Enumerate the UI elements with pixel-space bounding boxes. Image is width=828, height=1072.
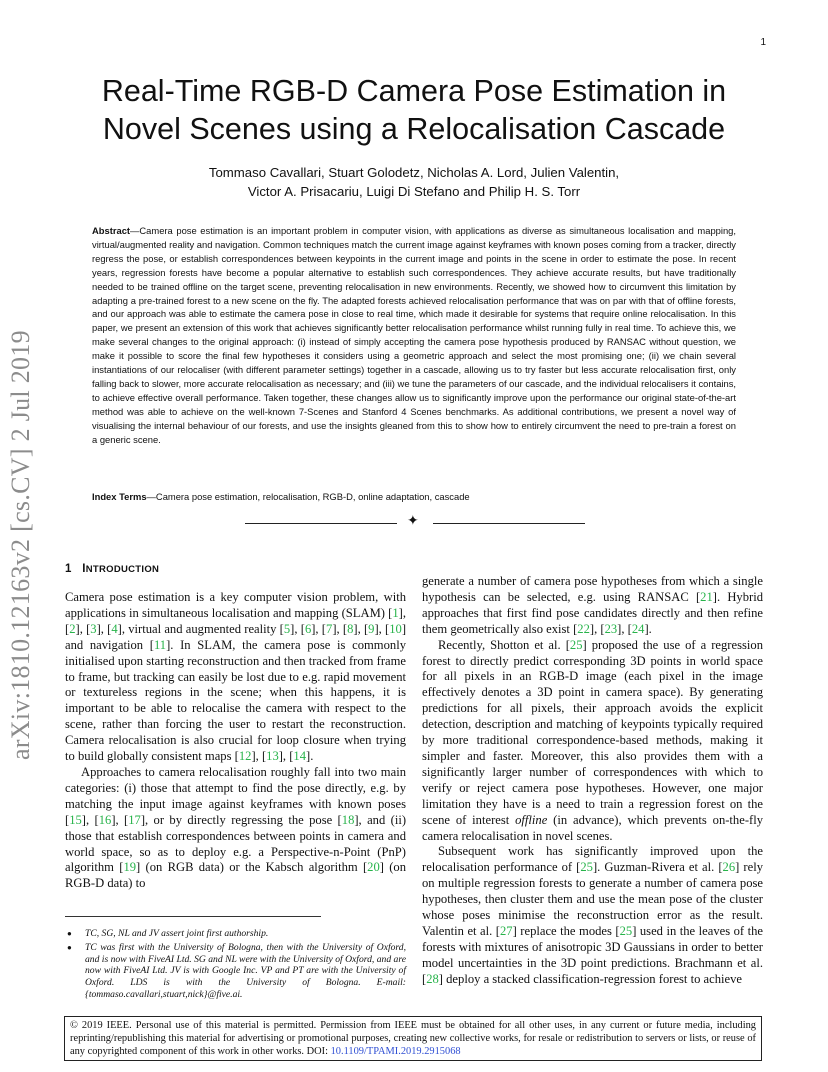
footnote-rule bbox=[65, 916, 321, 917]
paragraph: generate a number of camera pose hypotheses from which a single hypothesis can be selected, e.g. using RANSAC [21]. Hybrid approaches that first find pose candidates directly and then refine them geometrically also exist [22], [23], [24]. bbox=[422, 574, 763, 636]
index-terms bbox=[92, 491, 736, 502]
authors-line-1: Tommaso Cavallari, Stuart Golodetz, Nicholas A. Lord, Julien Valentin, bbox=[208, 165, 620, 180]
paragraph: Approaches to camera relocalisation roughly fall into two main categories: (i) those that attempt to find the pose directly, e.g. by matching the input image against keyframes with known poses [15], [16], [17], or by directly regressing the pose [18], and (ii) those that establish correspondences between points in camera and world space, so as to deploy e.g. a Perspective-n-Point (PnP) algorithm [19] (on RGB data) or the Kabsch algorithm [20] (on RGB-D data) to bbox=[65, 764, 407, 891]
section-divider bbox=[245, 513, 585, 529]
abstract-text: —Camera pose estimation is an important problem in computer vision, with applications as diverse as simultaneous localisation and mapping, virtual/augmented reality and navigation. Common techniques match the current image against keyframes with known poses coming from a tracker, directly regress the pose, or establish correspondences between keypoints in the current image and points in the scene in order to estimate the pose. In recent years, regression forests have become a popular alternative to establish such correspondences. They achieve accurate results, but have traditionally needed to be trained offline on the target scene, preventing relocalisation in new environments. Recently, we showed how to circumvent this limitation by adapting a pre-trained forest to a new scene on the fly. The adapted forests achieved relocalisation performance that was on par with that of offline forests, and our approach was able to estimate the camera pose in close to real time, which made it desirable for systems that require online relocalisation. In this paper, we present an extension of this work that achieves significantly better relocalisation performance whilst running fully in real time. To achieve this, we make several changes to the original approach: (i) instead of simply accepting the camera pose hypothesis produced by RANSAC without question, we make it possible to score the final few hypotheses it considers using a geometric approach and select the most promising one; (ii) we chain several instantiations of our relocaliser (with different parameter settings) together in a cascade, allowing us to try faster but less accurate relocalisation first, only falling back to slower, more accurate relocalisation as necessary; and (iii) we tune the parameters of our cascade, and the individual relocalisers it contains, to achieve effective overall performance. Taken together, these changes allow us to significantly improve upon the performance our original state-of-the-art method was able to achieve on the well-known 7-Scenes and Stanford 4 Scenes benchmarks. As additional contributions, we present a novel way of visualising the internal behaviour of our forests, and use the insights gleaned from this to show how to entirely circumvent the need to pre-train a forest on a generic scene. bbox=[92, 225, 736, 445]
paragraph: Subsequent work has significantly improved upon the relocalisation performance of [25]. Guzman-Rivera et al. [26] rely on multiple regression forests to generate a number of camera pose hypotheses, then cluster them and use the mean pose of the cluster whose poses minimise the reconstruction error as the result. Valentin et al. [27] replace the modes [25] used in the leaves of the forests with mixtures of anisotropic 3D Gaussians in order to better model uncertainties in the 3D point predictions. Brachmann et al. [28] deploy a stacked classification-regression forest to achieve bbox=[422, 844, 763, 986]
doi-link[interactable]: 10.1109/TPAMI.2019.2915068 bbox=[330, 1046, 461, 1057]
section-heading bbox=[65, 563, 159, 575]
arxiv-stamp: arXiv:1810.12163v2 [cs.CV] 2 Jul 2019 bbox=[6, 330, 35, 760]
authors-line-2: Victor A. Prisacariu, Luigi Di Stefano and Philip H. S. Torr bbox=[247, 184, 581, 199]
paragraph: Recently, Shotton et al. [25] proposed the use of a regression forest to directly predict corresponding 3D points in world space for all pixels in an RGB-D image (each pixel in the image effectively denotes a 3D point in camera space). By generating predictions for all pixels, their approach avoids the explicit detection, description and matching of keypoints typically required by more traditional correspondence-based methods, making it simpler and faster. Moreover, this also provides them with a significantly larger number of correspondences with which to verify or reject camera pose hypotheses. However, one major limitation they have is a need to train a regression forest on the scene of interest offline (in advance), which prevents on-the-fly camera relocalisation in novel scenes. bbox=[422, 637, 763, 843]
section-number: 1 bbox=[65, 563, 72, 575]
page-number: 1 bbox=[760, 37, 766, 48]
section-title-initial: I bbox=[82, 563, 86, 575]
authors bbox=[60, 163, 768, 201]
bullet-icon: ● bbox=[67, 942, 72, 952]
bullet-icon: ● bbox=[67, 929, 72, 938]
paragraph: Camera pose estimation is a key computer vision problem, with applications in simultaneous localisation and mapping (SLAM) [1], [2], [3], [4], virtual and augmented reality [5], [6], [7], [8], [9], [10] and navigation [11]. In SLAM, the camera pose is commonly initialised upon starting reconstruction and then tracked from frame to frame, but tracking can easily be lost due to e.g. rapid movement or textureless regions in the scene; when this happens, it is important to be able to relocalise the camera with respect to the scene, rather than forcing the user to restart the reconstruction. Camera relocalisation is also crucial for loop closure when trying to build globally consistent maps [12], [13], [14]. bbox=[65, 590, 407, 764]
divider-line-right bbox=[433, 523, 585, 524]
abstract-label: Abstract bbox=[92, 225, 131, 236]
footnote: ● TC, SG, NL and JV assert joint first authorship. bbox=[67, 928, 269, 939]
copyright-text: © 2019 IEEE. Personal use of this material is permitted. Permission from IEEE must be obtained for all other uses, in any current or future media, including reprinting/republishing this material for advertising or promotional purposes, creating new collective works, for resale or redistribution to servers or lists, or reuse of any copyrighted component of this work in other works. DOI: bbox=[70, 1020, 756, 1057]
index-terms-label: Index Terms bbox=[92, 491, 147, 502]
divider-line-left bbox=[245, 523, 397, 524]
footnotes bbox=[65, 928, 406, 1003]
section-title-rest: NTRODUCTION bbox=[85, 564, 160, 575]
paper-title: Real-Time RGB-D Camera Pose Estimation in Novel Scenes using a Relocalisation Cascade bbox=[101, 74, 727, 146]
footnote: ● TC was first with the University of Bologna, then with the University of Oxford, and is now with FiveAI Ltd. SG and NL were with the University of Oxford, and are now with FiveAI Ltd. JV is with Google Inc. VP and PT are with the University of Oxford. LDS is with the University of Bologna. E-mail: {tommaso.cavallari,stuart,nick}@five.ai. bbox=[67, 941, 406, 1000]
divider-star-icon: ✦ bbox=[407, 513, 419, 529]
index-terms-text: —Camera pose estimation, relocalisation, RGB-D, online adaptation, cascade bbox=[146, 491, 470, 502]
body-column-right bbox=[422, 574, 763, 988]
abstract bbox=[92, 224, 736, 447]
copyright-notice bbox=[64, 1016, 762, 1061]
body-column-left bbox=[65, 590, 406, 892]
